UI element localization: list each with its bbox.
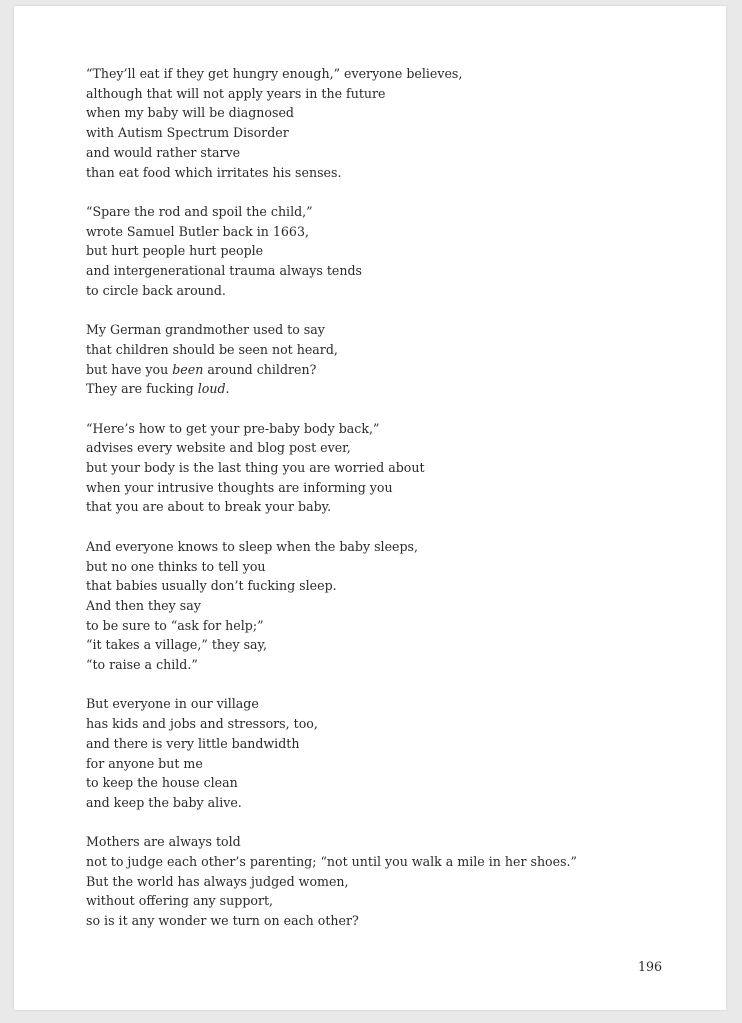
line-text: for anyone but me [86, 755, 203, 771]
poem-line [86, 478, 706, 498]
line-text: but hurt people hurt people [86, 243, 264, 259]
line-text: that babies usually don’t fucking sleep. [86, 578, 337, 594]
line-text: and there is very little bandwidth [86, 735, 300, 751]
stanza [86, 419, 706, 518]
stanza [86, 64, 706, 182]
line-text: has kids and jobs and stressors, too, [86, 716, 318, 732]
line-text: . [225, 381, 230, 397]
poem-line [86, 360, 706, 380]
poem-line [86, 379, 706, 399]
poem-line [86, 537, 706, 557]
line-text: to circle back around. [86, 282, 226, 298]
poem-line [86, 202, 706, 222]
poem-line [86, 458, 706, 478]
line-text: And then they say [86, 597, 201, 613]
line-text: when your intrusive thoughts are informing you [86, 479, 393, 495]
line-text: but have you [86, 361, 173, 377]
italic-text: loud [197, 381, 226, 397]
stanza [86, 320, 706, 399]
poem-line [86, 616, 706, 636]
line-text: to keep the house clean [86, 775, 238, 791]
poem-line [86, 64, 706, 84]
line-text: wrote Samuel Butler back in 1663, [86, 223, 309, 239]
poem-line [86, 596, 706, 616]
poem-line [86, 123, 706, 143]
poem-line [86, 261, 706, 281]
poem-line [86, 419, 706, 439]
line-text: But everyone in our village [86, 696, 259, 712]
italic-text: been [172, 361, 204, 377]
poem-line [86, 852, 706, 872]
poem-line [86, 773, 706, 793]
poem-line [86, 655, 706, 675]
poem-line [86, 891, 706, 911]
line-text: that you are about to break your baby. [86, 499, 332, 515]
line-text: so is it any wonder we turn on each other? [86, 913, 359, 929]
line-text: They are fucking [86, 381, 198, 397]
line-text: not to judge each other’s parenting; “not until you walk a mile in her shoes.” [86, 854, 577, 870]
line-text: My German grandmother used to say [86, 322, 325, 338]
line-text: but no one thinks to tell you [86, 558, 266, 574]
line-text: and intergenerational trauma always tends [86, 263, 362, 279]
poem-line [86, 557, 706, 577]
line-text: “it takes a village,” they say, [86, 637, 267, 653]
poem-line [86, 911, 706, 931]
stanza [86, 832, 706, 931]
line-text: but your body is the last thing you are worried about [86, 460, 425, 476]
poem-line [86, 222, 706, 242]
poem-line [86, 832, 706, 852]
poem-line [86, 103, 706, 123]
line-text: And everyone knows to sleep when the baby sleeps, [86, 538, 419, 554]
line-text: without offering any support, [86, 893, 274, 909]
line-text: Mothers are always told [86, 834, 241, 850]
line-text: advises every website and blog post ever, [86, 440, 351, 456]
page-number: 196 [638, 959, 663, 974]
poem-line [86, 793, 706, 813]
poem-line [86, 163, 706, 183]
line-text: than eat food which irritates his senses. [86, 164, 342, 180]
line-text: “They’ll eat if they get hungry enough,” everyone believes, [86, 66, 463, 81]
line-text: and keep the baby alive. [86, 794, 242, 810]
poem-line [86, 714, 706, 734]
poem-line [86, 241, 706, 261]
poem-line [86, 734, 706, 754]
stanza [86, 694, 706, 812]
poem-line [86, 576, 706, 596]
line-text: although that will not apply years in the future [86, 85, 386, 101]
line-text: when my baby will be diagnosed [86, 105, 294, 121]
poem-line [86, 143, 706, 163]
line-text: “Here’s how to get your pre-baby body back,” [86, 420, 380, 436]
poem-line [86, 438, 706, 458]
poem-line [86, 872, 706, 892]
poem-line [86, 84, 706, 104]
poem-body [86, 64, 706, 951]
line-text: with Autism Spectrum Disorder [86, 125, 289, 141]
line-text: “Spare the rod and spoil the child,” [86, 203, 313, 219]
line-text: around children? [203, 361, 317, 377]
poem-line [86, 497, 706, 517]
poem-line [86, 754, 706, 774]
line-text: and would rather starve [86, 144, 241, 160]
stanza [86, 202, 706, 301]
poem-line [86, 281, 706, 301]
line-text: But the world has always judged women, [86, 873, 349, 889]
line-text: to be sure to “ask for help;” [86, 617, 264, 633]
poem-line [86, 635, 706, 655]
poem-line [86, 340, 706, 360]
poem-line [86, 694, 706, 714]
line-text: “to raise a child.” [86, 657, 198, 673]
stanza [86, 537, 706, 675]
poem-line [86, 320, 706, 340]
document-page [14, 6, 726, 1010]
line-text: that children should be seen not heard, [86, 341, 338, 357]
